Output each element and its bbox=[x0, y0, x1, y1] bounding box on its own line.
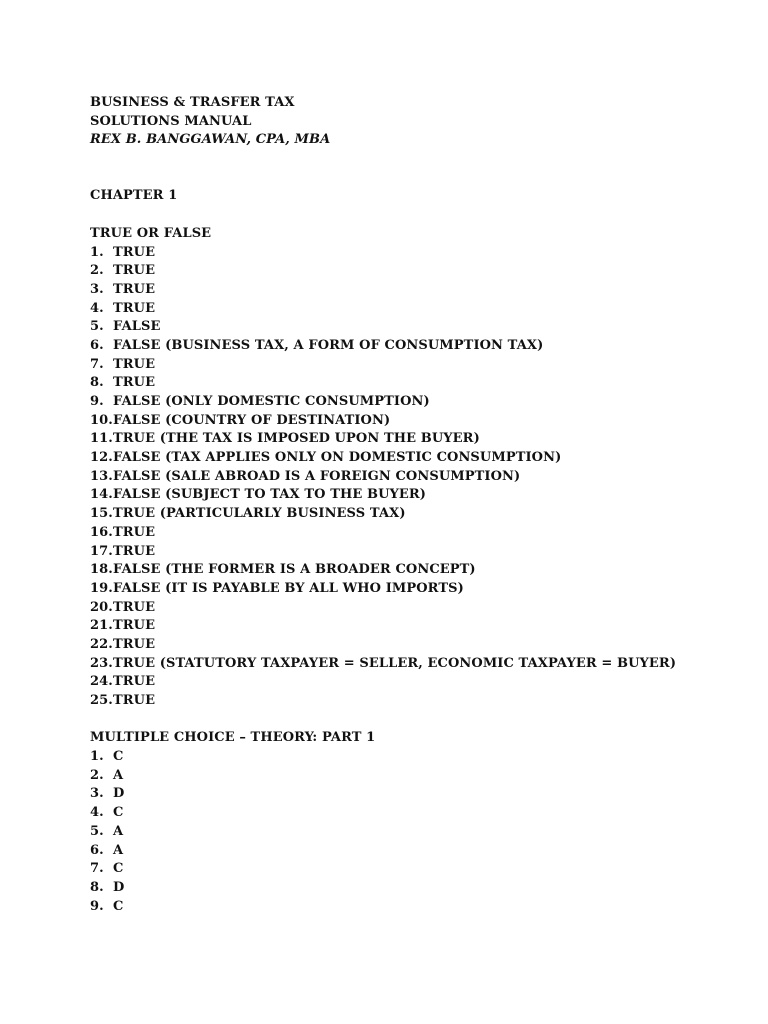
true-false-item bbox=[90, 374, 730, 393]
true-false-item-number: 23. bbox=[90, 655, 113, 671]
true-false-item-answer: TRUE (THE TAX IS IMPOSED UPON THE BUYER) bbox=[113, 431, 480, 447]
true-false-item-number: 25. bbox=[90, 693, 113, 708]
multiple-choice-item-number: 1. bbox=[90, 749, 104, 765]
true-false-heading: TRUE OR FALSE bbox=[90, 225, 212, 241]
true-false-item-number: 11. bbox=[90, 431, 113, 447]
true-false-item bbox=[90, 673, 730, 692]
true-false-item-number: 17. bbox=[90, 543, 113, 559]
multiple-choice-item-answer: C bbox=[113, 861, 124, 877]
true-false-list bbox=[90, 244, 730, 711]
true-false-item-number: 19. bbox=[90, 580, 113, 596]
true-false-item-answer: FALSE (THE FORMER IS A BROADER CONCEPT) bbox=[113, 562, 476, 578]
true-false-item-number: 9. bbox=[90, 394, 104, 409]
document-subtitle: SOLUTIONS MANUAL bbox=[90, 113, 252, 129]
true-false-item-answer: TRUE bbox=[113, 300, 156, 316]
true-false-item bbox=[90, 356, 730, 375]
true-false-item-number: 12. bbox=[90, 450, 113, 466]
multiple-choice-item-answer: C bbox=[113, 898, 124, 914]
true-false-item-number: 14. bbox=[90, 487, 113, 503]
spacer bbox=[90, 206, 730, 225]
document-title: BUSINESS & TRASFER TAX bbox=[90, 95, 295, 110]
true-false-item-answer: TRUE (PARTICULARLY BUSINESS TAX) bbox=[113, 506, 406, 522]
true-false-item-answer: TRUE bbox=[113, 693, 156, 708]
true-false-item bbox=[90, 430, 730, 449]
multiple-choice-item-answer: D bbox=[113, 879, 125, 895]
multiple-choice-item bbox=[90, 879, 730, 898]
multiple-choice-item-number: 6. bbox=[90, 842, 104, 858]
multiple-choice-item-answer: D bbox=[113, 786, 125, 802]
true-false-item bbox=[90, 599, 730, 618]
true-false-item bbox=[90, 524, 730, 543]
document-author: REX B. BANGGAWAN, CPA, MBA bbox=[90, 132, 331, 148]
multiple-choice-item bbox=[90, 898, 730, 917]
true-false-item-number: 16. bbox=[90, 524, 113, 540]
true-false-item-answer: TRUE bbox=[113, 375, 156, 391]
multiple-choice-item-number: 8. bbox=[90, 879, 104, 895]
true-false-item-number: 1. bbox=[90, 244, 104, 260]
true-false-item bbox=[90, 636, 730, 655]
true-false-item bbox=[90, 337, 730, 356]
spacer bbox=[90, 711, 730, 730]
multiple-choice-item bbox=[90, 748, 730, 767]
true-false-item bbox=[90, 580, 730, 599]
true-false-item-answer: TRUE bbox=[113, 599, 156, 615]
multiple-choice-item-number: 2. bbox=[90, 767, 104, 783]
multiple-choice-item bbox=[90, 767, 730, 786]
true-false-item-answer: TRUE bbox=[113, 618, 156, 634]
true-false-item-number: 2. bbox=[90, 263, 104, 279]
true-false-item bbox=[90, 393, 730, 412]
true-false-item-answer: TRUE bbox=[113, 636, 156, 652]
true-false-item bbox=[90, 318, 730, 337]
true-false-item bbox=[90, 692, 730, 711]
true-false-item-answer: TRUE bbox=[113, 674, 156, 690]
spacer bbox=[90, 169, 730, 188]
multiple-choice-item bbox=[90, 860, 730, 879]
true-false-item bbox=[90, 561, 730, 580]
true-false-item-number: 10. bbox=[90, 412, 113, 428]
true-false-item-number: 4. bbox=[90, 300, 104, 316]
true-false-item-answer: TRUE bbox=[113, 543, 156, 559]
true-false-item bbox=[90, 281, 730, 300]
true-false-item-answer: TRUE bbox=[113, 281, 156, 297]
true-false-item bbox=[90, 468, 730, 487]
true-false-item-number: 21. bbox=[90, 618, 113, 634]
true-false-item bbox=[90, 412, 730, 431]
multiple-choice-item-number: 5. bbox=[90, 823, 104, 839]
true-false-item bbox=[90, 505, 730, 524]
true-false-item-number: 22. bbox=[90, 636, 113, 652]
true-false-item-number: 5. bbox=[90, 319, 104, 335]
true-false-item bbox=[90, 543, 730, 562]
true-false-item-number: 13. bbox=[90, 468, 113, 484]
true-false-item-number: 18. bbox=[90, 562, 113, 578]
true-false-item-number: 7. bbox=[90, 356, 104, 372]
true-false-item bbox=[90, 655, 730, 674]
multiple-choice-item-answer: C bbox=[113, 805, 124, 821]
document-page bbox=[90, 94, 730, 916]
true-false-item-number: 15. bbox=[90, 506, 113, 522]
multiple-choice-item-answer: C bbox=[113, 749, 124, 765]
multiple-choice-item-number: 7. bbox=[90, 861, 104, 877]
true-false-item-answer: FALSE (IT IS PAYABLE BY ALL WHO IMPORTS) bbox=[113, 580, 464, 596]
multiple-choice-item-answer: A bbox=[113, 842, 124, 858]
multiple-choice-item bbox=[90, 804, 730, 823]
multiple-choice-item-answer: A bbox=[113, 823, 124, 839]
multiple-choice-item-number: 4. bbox=[90, 805, 104, 821]
true-false-item-answer: FALSE bbox=[113, 319, 161, 335]
true-false-item bbox=[90, 617, 730, 636]
multiple-choice-list bbox=[90, 748, 730, 916]
true-false-item-answer: FALSE (SALE ABROAD IS A FOREIGN CONSUMPTION) bbox=[113, 468, 521, 484]
true-false-item-number: 8. bbox=[90, 375, 104, 391]
multiple-choice-item-number: 3. bbox=[90, 786, 104, 802]
true-false-item-answer: TRUE bbox=[113, 244, 156, 260]
true-false-item-number: 24. bbox=[90, 674, 113, 690]
true-false-item bbox=[90, 244, 730, 263]
true-false-item bbox=[90, 486, 730, 505]
true-false-item bbox=[90, 300, 730, 319]
true-false-item-answer: TRUE bbox=[113, 263, 156, 279]
true-false-item-answer: FALSE (COUNTRY OF DESTINATION) bbox=[113, 412, 391, 428]
multiple-choice-item bbox=[90, 785, 730, 804]
true-false-item-number: 20. bbox=[90, 599, 113, 615]
true-false-item-number: 6. bbox=[90, 337, 104, 353]
true-false-item bbox=[90, 449, 730, 468]
true-false-item-answer: TRUE bbox=[113, 524, 156, 540]
true-false-item-answer: TRUE bbox=[113, 356, 156, 372]
true-false-item-answer: FALSE (BUSINESS TAX, A FORM OF CONSUMPTION TAX) bbox=[113, 337, 544, 353]
true-false-item-answer: FALSE (TAX APPLIES ONLY ON DOMESTIC CONSUMPTION) bbox=[113, 450, 562, 466]
true-false-item-answer: TRUE (STATUTORY TAXPAYER = SELLER, ECONOMIC TAXPAYER = BUYER) bbox=[113, 655, 677, 671]
spacer bbox=[90, 150, 730, 169]
multiple-choice-item-number: 9. bbox=[90, 898, 104, 914]
chapter-heading: CHAPTER 1 bbox=[90, 188, 178, 204]
true-false-item bbox=[90, 262, 730, 281]
true-false-item-answer: FALSE (SUBJECT TO TAX TO THE BUYER) bbox=[113, 487, 427, 503]
multiple-choice-item bbox=[90, 823, 730, 842]
true-false-item-number: 3. bbox=[90, 281, 104, 297]
true-false-item-answer: FALSE (ONLY DOMESTIC CONSUMPTION) bbox=[113, 394, 430, 409]
multiple-choice-item-answer: A bbox=[113, 767, 124, 783]
multiple-choice-item bbox=[90, 842, 730, 861]
multiple-choice-heading: MULTIPLE CHOICE – THEORY: PART 1 bbox=[90, 730, 376, 746]
